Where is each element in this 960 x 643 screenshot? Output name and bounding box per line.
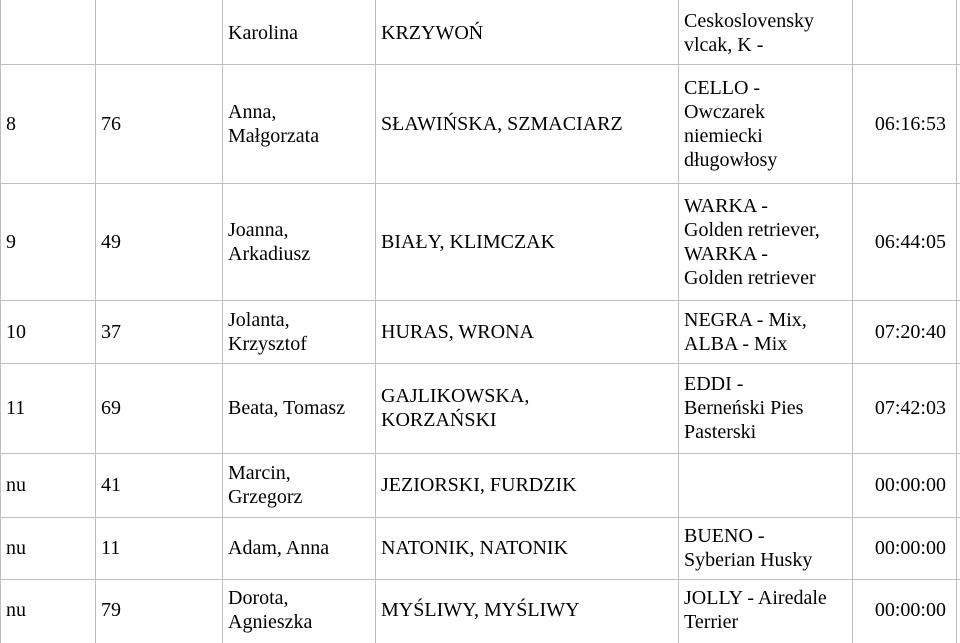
first-names-cell: Dorota, Agnieszka bbox=[228, 587, 313, 633]
dogs-cell: CELLO - Owczarek niemiecki długowłosy bbox=[684, 76, 778, 171]
time-cell: 07:20:40 bbox=[874, 320, 946, 343]
first-names-cell: Marcin, Grzegorz bbox=[228, 462, 303, 508]
first-names-cell: Joanna, Arkadiusz bbox=[228, 218, 311, 265]
place-cell: nu bbox=[6, 537, 26, 559]
table-border bbox=[956, 0, 957, 643]
first-names-cell: Adam, Anna bbox=[228, 537, 330, 559]
place-cell: nu bbox=[6, 474, 26, 496]
surnames-cell: GAJLIKOWSKA, KORZAŃSKI bbox=[381, 385, 530, 431]
place-cell: 10 bbox=[6, 320, 26, 343]
surnames-cell: MYŚLIWY, MYŚLIWY bbox=[381, 599, 580, 621]
place-cell: 11 bbox=[6, 397, 26, 419]
place-cell: 9 bbox=[6, 230, 16, 253]
first-names-cell: Anna, Małgorzata bbox=[228, 100, 320, 147]
dogs-cell: NEGRA - Mix, ALBA - Mix bbox=[684, 308, 807, 355]
surnames-cell: BIAŁY, KLIMCZAK bbox=[381, 230, 556, 253]
start-number-cell: 37 bbox=[101, 320, 121, 343]
surnames-cell: HURAS, WRONA bbox=[381, 320, 534, 343]
time-cell: 00:00:00 bbox=[874, 474, 946, 496]
surnames-cell: NATONIK, NATONIK bbox=[381, 537, 569, 559]
dogs-cell: Ceskoslovensky vlcak, K - bbox=[684, 10, 814, 56]
dogs-cell bbox=[678, 453, 852, 517]
surnames-cell: SŁAWIŃSKA, SZMACIARZ bbox=[381, 112, 623, 135]
first-names-cell: Beata, Tomasz bbox=[228, 397, 346, 419]
time-cell: 06:16:53 bbox=[874, 112, 946, 135]
start-number-cell: 76 bbox=[101, 112, 121, 135]
dogs-cell: JOLLY - Airedale Terrier bbox=[684, 587, 827, 633]
dogs-cell: WARKA - Golden retriever, WARKA - Golden retriever bbox=[684, 194, 820, 289]
surnames-cell: JEZIORSKI, FURDZIK bbox=[381, 474, 577, 496]
time-cell: 00:00:00 bbox=[874, 537, 946, 559]
surnames-cell: KRZYWOŃ bbox=[381, 22, 484, 44]
start-number-cell: 79 bbox=[101, 599, 121, 621]
place-cell: 8 bbox=[6, 112, 16, 135]
dogs-cell: BUENO - Syberian Husky bbox=[684, 525, 813, 571]
start-number-cell: 69 bbox=[101, 397, 121, 419]
time-cell: 07:42:03 bbox=[874, 397, 946, 419]
start-number-cell: 41 bbox=[101, 474, 121, 496]
first-names-cell: Karolina bbox=[228, 22, 298, 44]
start-number-cell: 11 bbox=[101, 537, 121, 559]
time-cell: 00:00:00 bbox=[874, 599, 946, 621]
start-number-cell: 49 bbox=[101, 230, 121, 253]
dogs-cell: EDDI - Berneński Pies Pasterski bbox=[684, 373, 804, 443]
place-cell: nu bbox=[6, 599, 26, 621]
first-names-cell: Jolanta, Krzysztof bbox=[228, 308, 307, 355]
time-cell: 06:44:05 bbox=[874, 230, 946, 253]
